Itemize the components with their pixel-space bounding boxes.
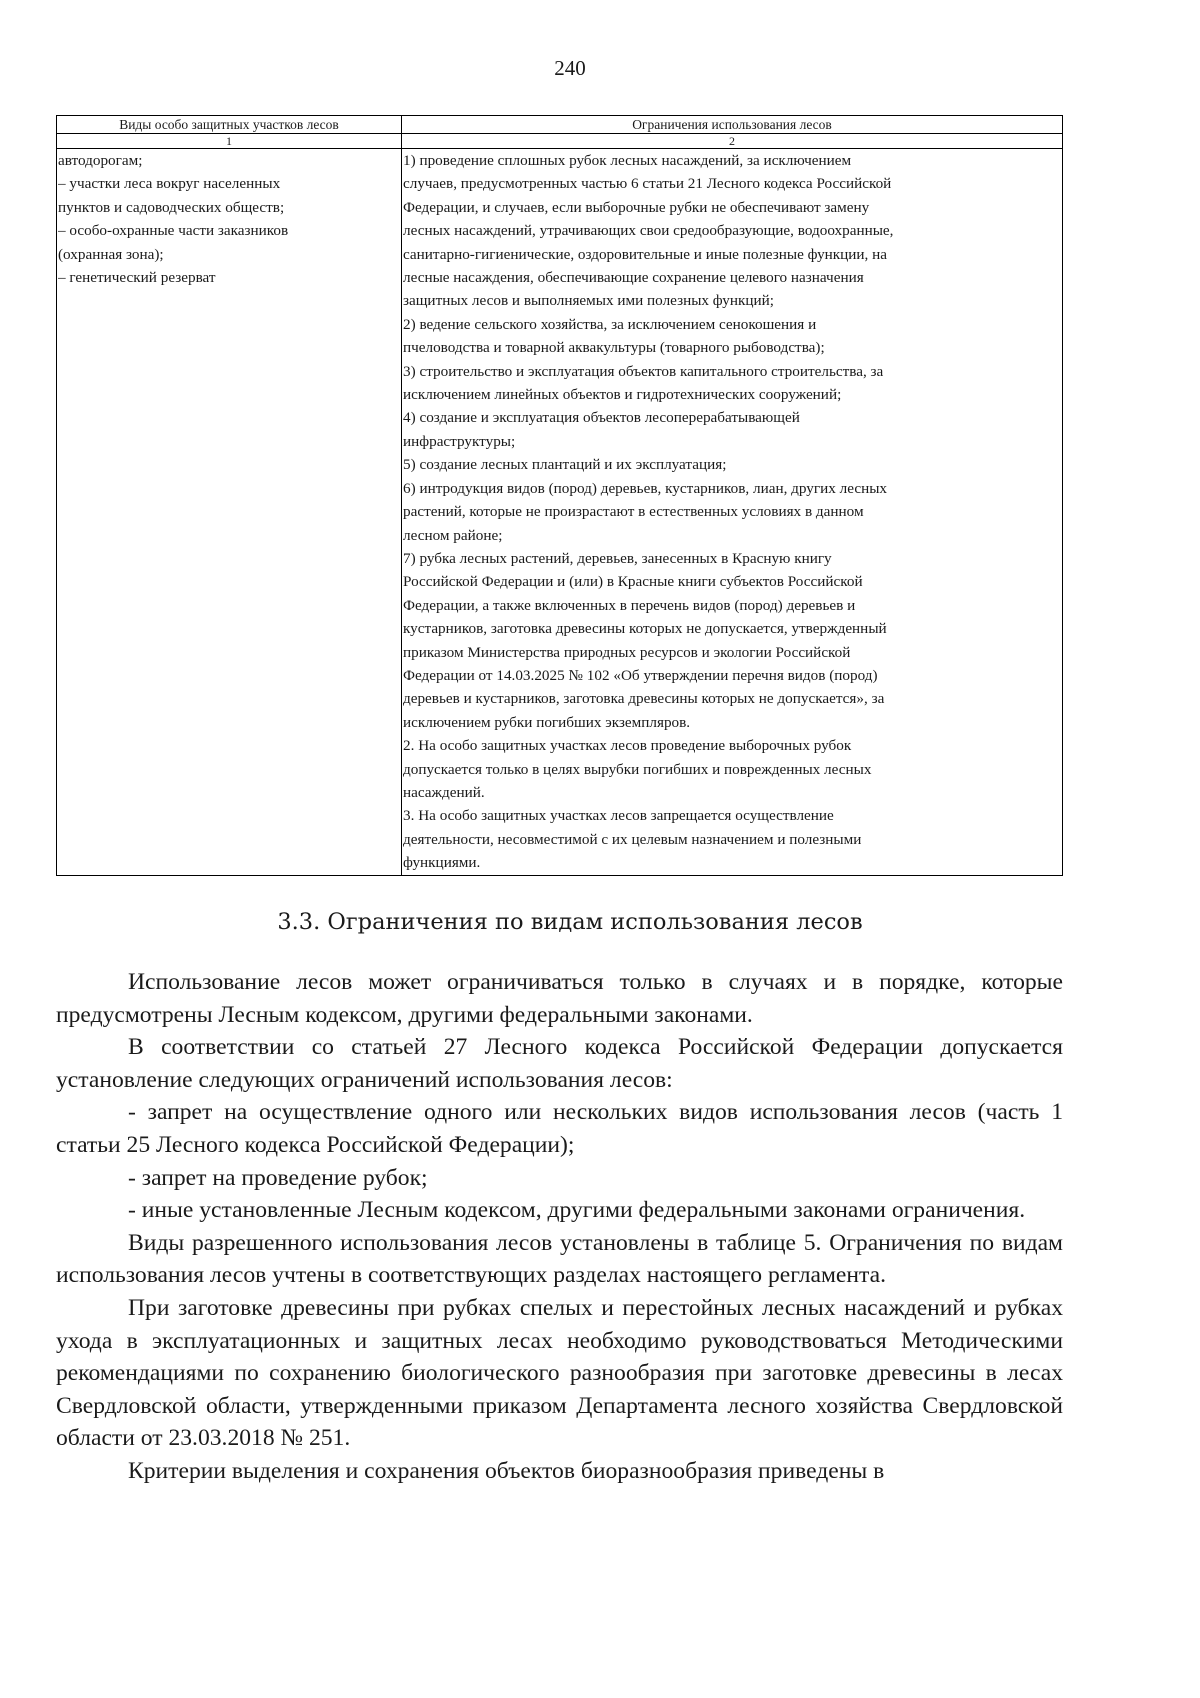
cell-line: приказом Министерства природных ресурсов и экологии Российской	[403, 643, 851, 661]
cell-line: пунктов и садоводческих обществ;	[58, 198, 285, 216]
table-header-col2: Ограничения использования лесов	[402, 116, 1063, 134]
cell-line: кустарников, заготовка древесины которых не допускается, утвержденный	[403, 620, 887, 638]
cell-line: Федерации от 14.03.2025 № 102 «Об утверждении перечня видов (пород)	[403, 666, 878, 684]
cell-line: защитных лесов и выполняемых ими полезных функций;	[403, 292, 774, 310]
bullet-paragraph: - запрет на осуществление одного или нескольких видов использования лесов (часть 1 статьи 25 Лесного кодекса Российской Федерации);	[56, 1099, 1063, 1158]
cell-line: 7) рубка лесных растений, деревьев, занесенных в Красную книгу	[403, 549, 832, 567]
bullet-paragraph: - иные установленные Лесным кодексом, другими федеральными законами ограничения.	[128, 1197, 1026, 1224]
cell-line: допускается только в целях вырубки погибших и поврежденных лесных	[403, 760, 872, 778]
column-number-1: 1	[57, 134, 402, 149]
cell-line: функциями.	[403, 854, 481, 872]
cell-line: 5) создание лесных плантаций и их эксплуатация;	[403, 456, 727, 474]
cell-line: – особо-охранные части заказников	[58, 222, 289, 240]
cell-line: лесном районе;	[403, 526, 503, 544]
cell-line: пчеловодства и товарной аквакультуры (товарного рыбоводства);	[403, 339, 825, 357]
cell-line: лесные насаждения, обеспечивающие сохранение целевого назначения	[403, 269, 864, 287]
cell-line: – генетический резерват	[58, 269, 216, 287]
cell-line: исключением рубки погибших экземпляров.	[403, 713, 691, 731]
cell-line: Федерации, и случаев, если выборочные рубки не обеспечивают замену	[403, 198, 870, 216]
column-number-2: 2	[402, 134, 1063, 149]
paragraph: В соответствии со статьей 27 Лесного кодекса Российской Федерации допускается установление следующих ограничений использования лесов:	[56, 1034, 1063, 1093]
section-heading: 3.3. Ограничения по видам использования лесов	[277, 909, 863, 935]
table-column-number-row	[57, 134, 1063, 149]
cell-line: деятельности, несовместимой с их целевым назначением и полезными	[403, 830, 862, 848]
bullet-paragraph: - запрет на проведение рубок;	[128, 1164, 428, 1191]
cell-line: 6) интродукция видов (пород) деревьев, кустарников, лиан, других лесных	[403, 479, 887, 497]
cell-line: исключением линейных объектов и гидротехнических сооружений;	[403, 386, 842, 404]
paragraph: Использование лесов может ограничиваться только в случаях и в порядке, которые предусмотрены Лесным кодексом, другими федеральными законами.	[56, 969, 1063, 1028]
cell-line: 2) ведение сельского хозяйства, за исключением сенокошения и	[403, 315, 817, 333]
paragraph: При заготовке древесины при рубках спелых и перестойных лесных насаждений и рубках ухода в эксплуатационных и защитных лесах необходимо руководствоваться Методическими рекомендациями по сохранению биологического разнообразия при заготовке древесины в лесах Свердловской области, утвержденными приказом Департамента лесного хозяйства Свердловской области от 23.03.2018 № 251.	[56, 1294, 1063, 1452]
body-text	[56, 966, 1063, 1488]
cell-line: Российской Федерации и (или) в Красные книги субъектов Российской	[403, 573, 863, 591]
protected-area-types-cell	[57, 149, 402, 876]
cell-line: автодорогам;	[58, 152, 143, 169]
paragraph: Критерии выделения и сохранения объектов биоразнообразия приведены в	[128, 1457, 885, 1484]
restrictions-table	[56, 115, 1063, 876]
cell-line: 2. На особо защитных участках лесов проведение выборочных рубок	[403, 737, 852, 755]
cell-line: лесных насаждений, утрачивающих свои средообразующие, водоохранные,	[403, 222, 894, 240]
cell-line: Федерации, а также включенных в перечень видов (пород) деревьев и	[403, 596, 856, 614]
cell-line: (охранная зона);	[58, 245, 164, 263]
cell-line: 4) создание и эксплуатация объектов лесоперерабатывающей	[403, 409, 800, 427]
cell-line: 3. На особо защитных участках лесов запрещается осуществление	[403, 807, 834, 825]
table-header-row	[57, 116, 1063, 134]
cell-line: санитарно-гигиенические, оздоровительные и иные полезные функции, на	[403, 245, 888, 263]
restrictions-cell	[402, 149, 1063, 876]
cell-line: растений, которые не произрастают в естественных условиях в данном	[403, 503, 864, 521]
table-header-col1: Виды особо защитных участков лесов	[57, 116, 402, 134]
page-number: 240	[554, 56, 586, 80]
cell-line: 3) строительство и эксплуатация объектов капитального строительства, за	[403, 362, 884, 380]
cell-line: – участки леса вокруг населенных	[58, 175, 281, 193]
cell-line: случаев, предусмотренных частью 6 статьи 21 Лесного кодекса Российской	[403, 175, 892, 193]
cell-line: инфраструктуры;	[403, 432, 516, 450]
table-row	[57, 149, 1063, 876]
cell-line: 1) проведение сплошных рубок лесных насаждений, за исключением	[403, 152, 852, 169]
cell-line: насаждений.	[403, 783, 485, 801]
paragraph: Виды разрешенного использования лесов установлены в таблице 5. Ограничения по видам использования лесов учтены в соответствующих разделах настоящего регламента.	[56, 1229, 1063, 1289]
cell-line: деревьев и кустарников, заготовка древесины которых не допускается», за	[403, 690, 885, 708]
